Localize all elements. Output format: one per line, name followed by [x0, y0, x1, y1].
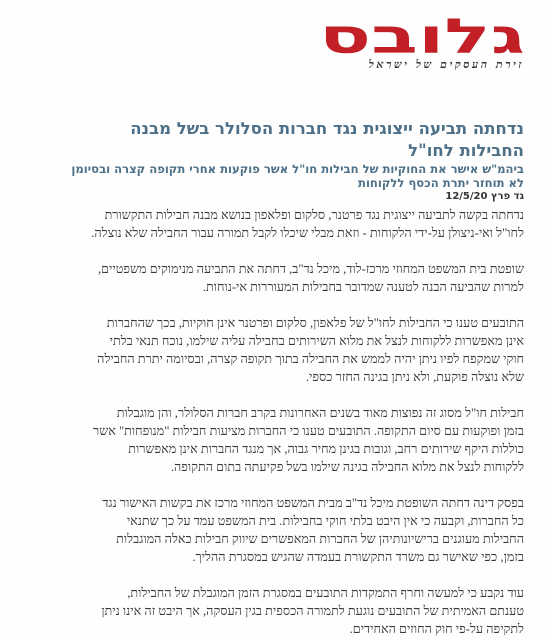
body-line: חוקי שמקפח לפיו ניתן יהיה לממש את החבילה בתוך תקופה קצרה, ובסיומה יתרת החבילה	[97, 352, 524, 366]
paragraph	[24, 584, 524, 638]
body-line: לחו"ל ואי-ניצולן על-ידי הלקוחות - וזאת מבלי שיכלו לקבל תמורה עבור החבילה שלא נוצלה.	[91, 226, 524, 240]
paragraph	[24, 494, 524, 566]
paragraph	[24, 314, 524, 386]
body-line: למרות שהביעה הבנה לטענה שמדובר בחבילות המעוררות אי-נוחות.	[202, 280, 524, 294]
body-line: התובעים טענו כי החבילות לחו"ל של פלאפון, סלקום ופרטנר אינן חוקיות, בכך שהחברות	[106, 316, 524, 330]
body-line: בזמן, כפי שאישר גם משרד התקשורת בעמדה שהגיש במסגרת ההליך.	[192, 550, 524, 564]
headline-line: החבילות לחו"ל	[408, 141, 524, 160]
article-subhead	[24, 162, 524, 190]
body-line: כל החברות, וקבעה כי אין היבט בלתי חוקי בחבילות. בית המשפט עמד על כך שתנאי	[126, 514, 524, 528]
article-body	[24, 206, 524, 638]
body-line: בזמן ופוקעות עם סיום התקופה. התובעים טענו כי החברות מציעות חבילות "מנופחות" אשר	[92, 424, 524, 438]
body-line: בפסק דינה דחתה השופטת מיכל נד"ב מבית המשפט המחוזי מרכז את בקשות האישור נגד	[102, 496, 524, 510]
body-line: החבילות מעוגנים ברישיונותיהן של החברות המאפשרים שיווק חבילות כאלה המוגבלות	[116, 532, 524, 546]
paragraph	[24, 206, 524, 242]
globes-logo	[318, 14, 526, 56]
paragraph	[24, 260, 524, 296]
paragraph	[24, 404, 524, 476]
body-line: לתקיפה על-פי חוק החוזים האחידים.	[349, 622, 524, 636]
tagline: זירת העסקים של ישראל	[368, 58, 524, 71]
logo-wordmark: גלובס	[319, 14, 525, 56]
byline: גד פרץ 12/5/20	[445, 191, 524, 202]
subhead-line: לא תוחזר יתרת הכסף ללקוחות	[358, 176, 524, 190]
body-line: חבילות חו"ל מסוג זה נפוצות מאוד בשנים האחרונות בקרב חברות הסלולר, והן מוגבלות	[116, 406, 524, 420]
body-line: אינן מאפשרות ללקוחות לנצל את מלוא השירותים בחבילה עליה שילמו, נוכח תנאי בלתי	[109, 334, 524, 348]
body-line: עוד נקבע כי למעשה וחרף התמקדות התובעים במסגרת הזמן המוגבלת של החבילות,	[127, 586, 524, 600]
body-line: טענתם האמיתית של התובעים נוגעת לתמורה הכספית בגין העסקה, אך היבט זה אינו ניתן	[101, 604, 524, 618]
body-line: נדחתה בקשה לתביעה ייצוגית נגד פרטנר, סלקום ופלאפון בנושא מבנה חבילות התקשורת	[104, 208, 524, 222]
body-line: שלא נוצלה פוקעת, ולא ניתן בגינה החזר כספי.	[305, 370, 524, 384]
body-line: כוללות היקף שירותים רחב, וגובות בגינן מחיר גבוה, אך מנגד החברות אינן מאפשרות	[128, 442, 524, 456]
headline-line: נדחתה תביעה ייצוגית נגד חברות הסלולר בשל מבנה	[130, 119, 524, 138]
subhead-line: ביהמ"ש אישר את החוקיות של חבילות חו"ל אשר פוקעות אחרי תקופה קצרה ובסיומן	[71, 162, 524, 176]
article-headline	[34, 118, 524, 162]
body-line: ללקוחות לנצל את מלוא החבילה בגינה שילמו בשל פקיעתה בתום התקופה.	[170, 460, 524, 474]
body-line: שופטת בית המשפט המחוזי מרכז-לוד, מיכל נד"ב, דחתה את התביעה מנימוקים משפטיים,	[97, 262, 524, 276]
